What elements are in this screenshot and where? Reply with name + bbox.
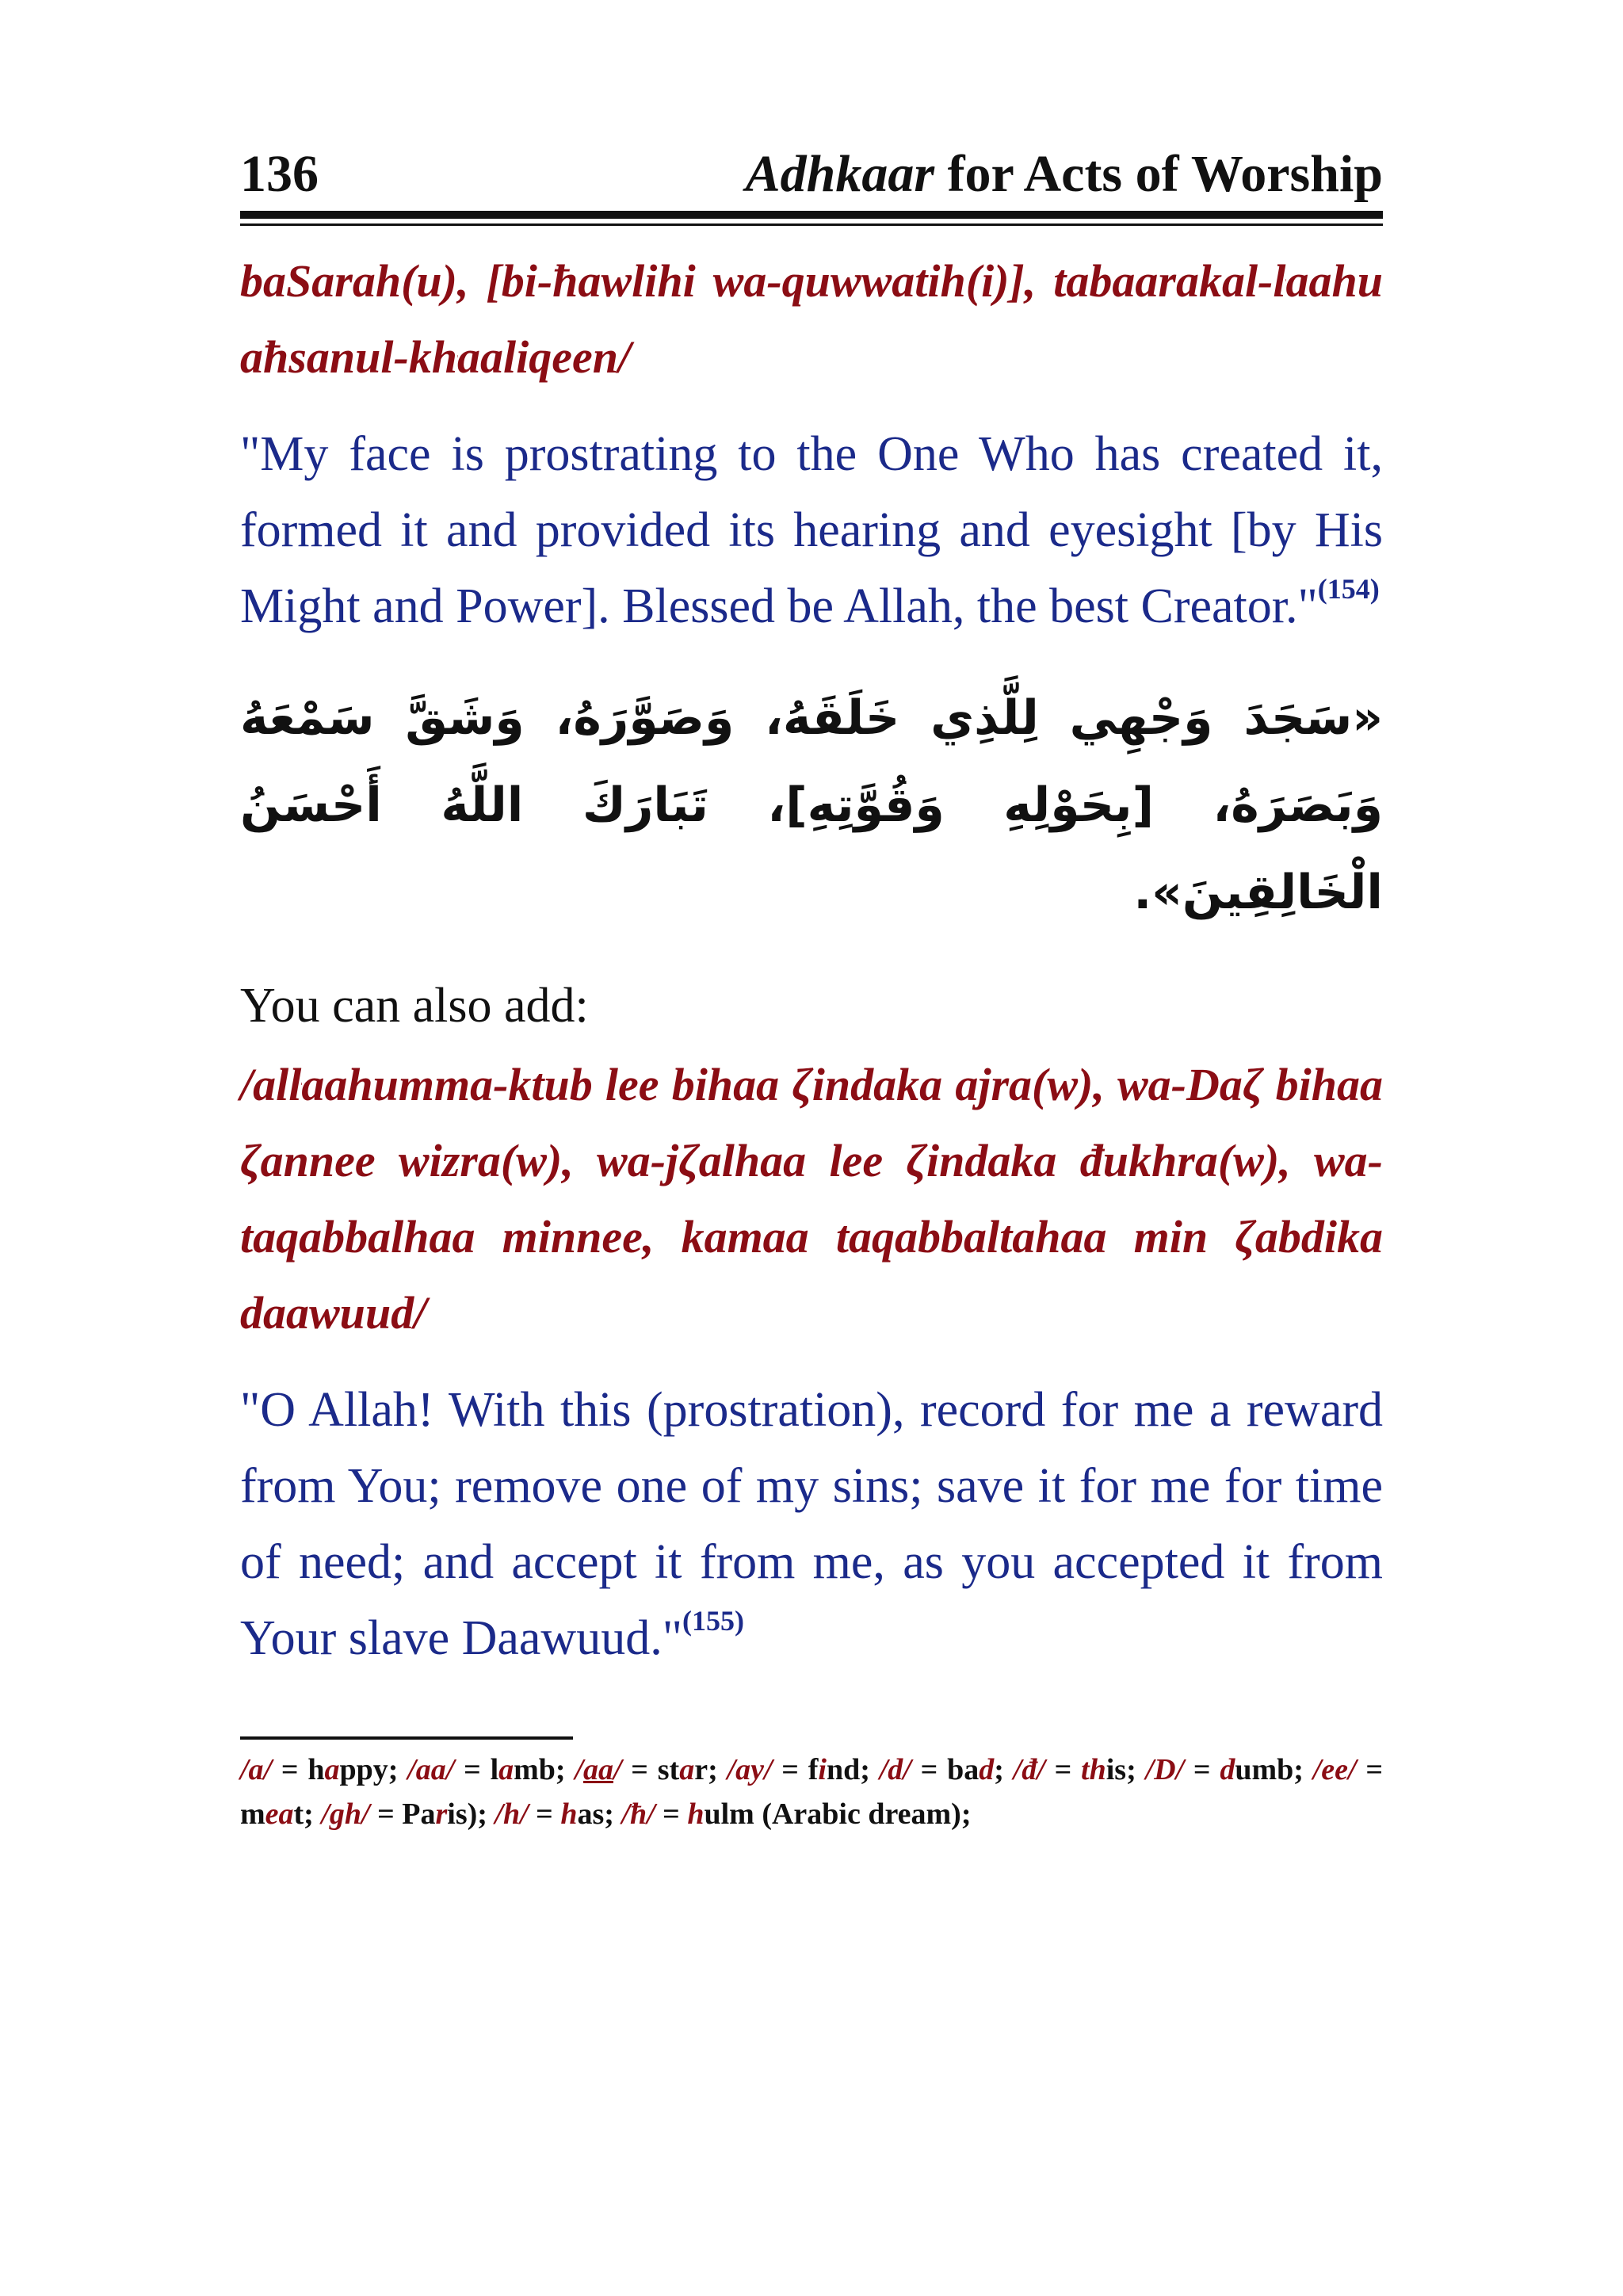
- translit-1c: liqeen/: [503, 331, 632, 383]
- footnote-item: /h/ = has;: [495, 1797, 622, 1831]
- footnote-item: /ee/ = meat;: [240, 1753, 1384, 1831]
- footnote-item: /aa/ = lamb;: [407, 1753, 575, 1786]
- running-title: [746, 143, 1383, 206]
- translit-1-underline-2: aa: [457, 331, 504, 383]
- footnote-ref-154: (154): [1317, 573, 1380, 605]
- translit-1-underline-1: aa: [1285, 255, 1332, 307]
- intro-line: You can also add:: [240, 979, 589, 1033]
- english-translation-1: [240, 416, 1383, 644]
- header-rule-thin: [240, 223, 1383, 226]
- running-title-italic: Adhkaar: [745, 145, 935, 203]
- english-1-text: "My face is prostrating to the One Who has created it, formed it and provided its hearing and eyesight [by His Might and Power]. Blessed be Allah, the best Creator.": [240, 427, 1383, 633]
- footnote-item: /gh/ = Paris);: [321, 1797, 495, 1831]
- transliteration-2: [240, 1047, 1383, 1351]
- footnote-item: /đ/ = this;: [1013, 1753, 1146, 1786]
- page: [240, 143, 1383, 1836]
- footnote-item: /d/ = bad;: [879, 1753, 1014, 1786]
- translit-2a: /all: [240, 1059, 302, 1110]
- arabic-text-1: «سَجَدَ وَجْهِي لِلَّذِي خَلَقَهُ، وَصَوَّرَهُ، وَشَقَّ سَمْعَهُ وَبَصَرَهُ، [بِحَوْلِهِ وَقُوَّتِهِ]، تَبَارَكَ اللَّهُ أَحْسَنُ الْخَالِقِينَ».: [240, 690, 1383, 920]
- translit-2b: humma-ktub lee bihaa ζindaka ajra(w), wa-Daζ bihaa ζannee wizra(w), wa-jζalhaa lee ζindaka đukhra(w), wa-taqabbalhaa minnee, kamaa taqabbaltahaa min ζabdika daawuud/: [240, 1059, 1383, 1339]
- english-translation-2: [240, 1372, 1383, 1676]
- page-header: [240, 143, 1383, 206]
- footnote-pronunciation-key: [240, 1748, 1383, 1836]
- header-rule-thick: [240, 211, 1383, 219]
- english-2-text: "O Allah! With this (prostration), record for me a reward from You; remove one of my sins; save it for me for time of need; and accept it from me, as you accepted it from Your slave Daawuud.": [240, 1383, 1383, 1665]
- transliteration-1: [240, 243, 1383, 395]
- footnote-rule: [240, 1736, 573, 1740]
- translit-1b: hu aħsanul-kh: [240, 255, 1383, 383]
- footnote-item: /ay/ = find;: [727, 1753, 880, 1786]
- translit-2-underline: aa: [301, 1059, 348, 1110]
- translit-1a: baSarah(u), [bi-ħawlihi wa-quwwatih(i)], tabaarakal-l: [240, 255, 1286, 307]
- footnote-ref-155: (155): [682, 1605, 744, 1637]
- running-title-rest: for Acts of Worship: [934, 145, 1383, 203]
- footnote-item: /ħ/ = hulm (Arabic dream);: [621, 1797, 972, 1831]
- footnote-item: /D/ = dumb;: [1145, 1753, 1313, 1786]
- footnote-item: /a/ = happy;: [240, 1753, 408, 1786]
- page-number: 136: [240, 145, 319, 203]
- footnote-item: /aa/ = star;: [575, 1753, 727, 1786]
